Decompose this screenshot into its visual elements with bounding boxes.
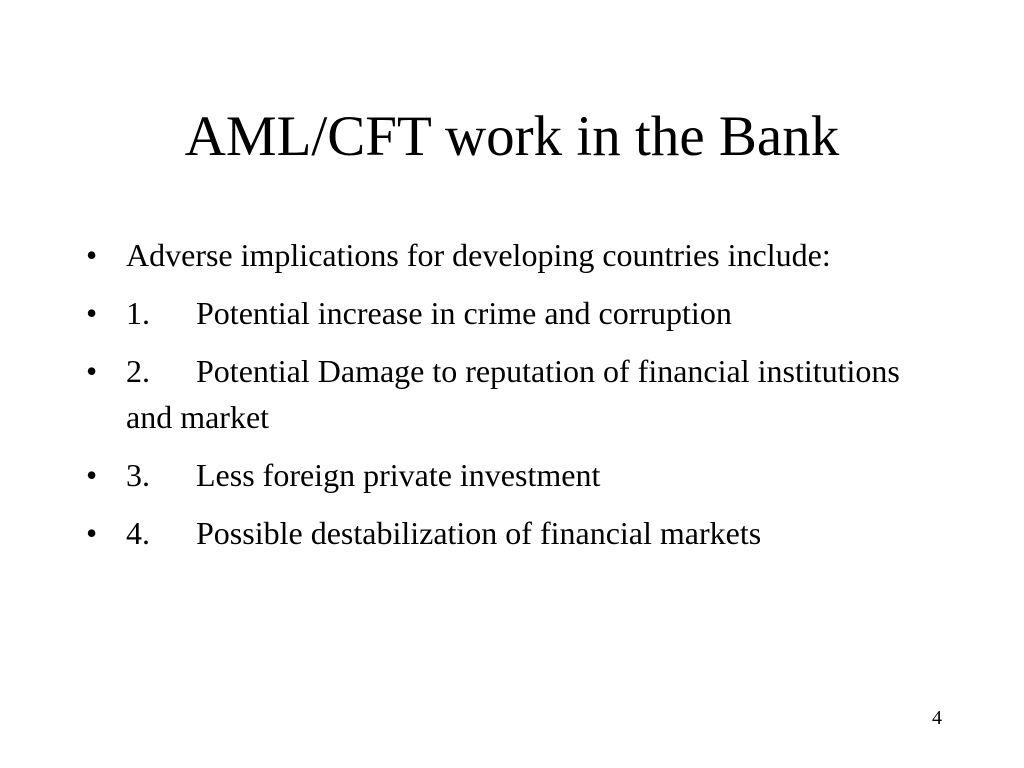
bullet-dot: • (86, 295, 98, 331)
bullet-text: Adverse implications for developing countries include: (126, 237, 831, 273)
bullet-number: 2. (126, 353, 150, 389)
bullet-dot: • (86, 237, 98, 273)
bullet-number: 3. (126, 457, 150, 493)
bullet-dot: • (86, 353, 98, 389)
bullet-item-2 (86, 348, 946, 440)
bullet-text: Possible destabilization of financial markets (196, 515, 762, 551)
bullet-item-4 (86, 510, 946, 556)
bullet-item-intro (86, 232, 946, 278)
bullet-text: Potential Damage to reputation of financial institutions and market (126, 353, 900, 435)
bullet-text: Less foreign private investment (196, 457, 601, 493)
bullet-text: Potential increase in crime and corruption (196, 295, 732, 331)
page-number: 4 (932, 707, 942, 729)
bullet-dot: • (86, 515, 98, 551)
bullet-item-1 (86, 290, 946, 336)
bullet-dot: • (86, 457, 98, 493)
bullet-number: 1. (126, 295, 150, 331)
bullet-item-3 (86, 452, 946, 498)
slide-title: AML/CFT work in the Bank (184, 105, 840, 168)
bullet-list (86, 232, 946, 568)
bullet-number: 4. (126, 515, 150, 551)
